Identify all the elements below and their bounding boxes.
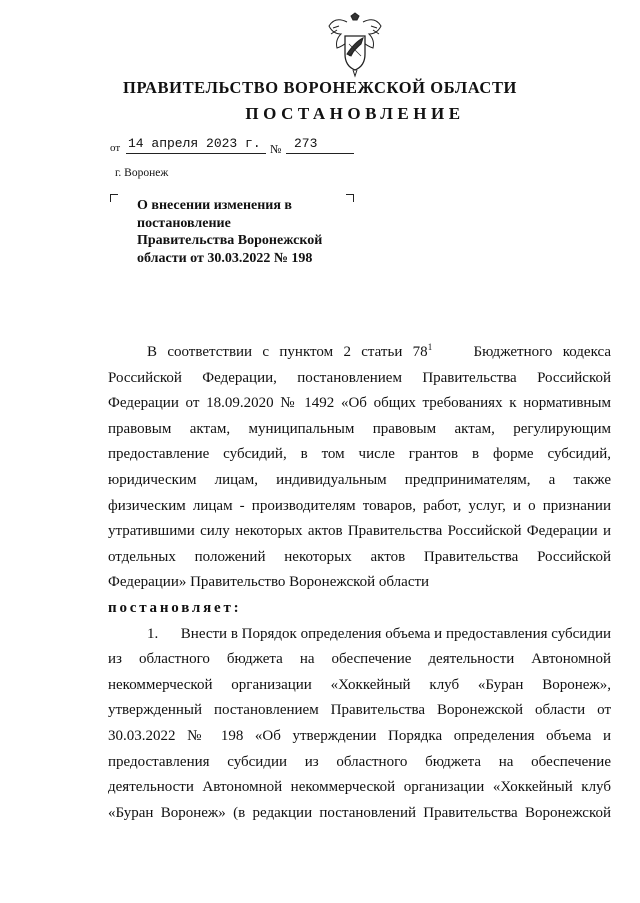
decree-word: постановляет:: [108, 599, 242, 616]
date-underline: [126, 153, 266, 154]
document-subject: [137, 197, 352, 267]
document-date: 14 апреля 2023 г.: [128, 136, 261, 151]
number-prefix: №: [270, 142, 282, 156]
subject-bracket-left: [110, 194, 118, 202]
subject-line: постановление: [137, 215, 231, 231]
document-number: 273: [294, 136, 318, 151]
government-name: ПРАВИТЕЛЬСТВО ВОРОНЕЖСКОЙ ОБЛАСТИ: [123, 78, 517, 97]
decree-paragraph: [108, 596, 611, 622]
subject-line: Правительства Воронежской: [137, 233, 323, 248]
number-underline: [286, 153, 354, 154]
document-body: [108, 340, 611, 826]
preamble-rest: Бюджетного кодекса Российской Федерации, постановлением Правительства Российской Федерации от 18.09.2020 № 1492 «Об общих требованиях к нормативным правовым актам, муниципальным правовым актам, регулирующим предоставление субсидий, в том числе грантов в форме субсидий, юридическим лицам, индивидуальным предпринимателям, а также физическим лицам - производителям товаров, работ, услуг, и о признании утратившими силу некоторых актов Правительства Российской Федерации и отдельных положений некоторых актов Правительства Российской Федерации» Правительство Воронежской области: [108, 344, 611, 591]
subject-line: области от 30.03.2022 № 198: [137, 250, 313, 266]
preamble-start: В соответствии с пунктом 2 статьи 78: [147, 344, 428, 360]
city-label: г. Воронеж: [115, 167, 169, 179]
date-number-row: [110, 136, 370, 156]
clause-number: 1.: [147, 625, 159, 642]
coat-of-arms-emblem: [325, 12, 385, 78]
document-type: ПОСТАНОВЛЕНИЕ: [245, 104, 465, 123]
clause-text: Внести в Порядок определения объема и предоставления субсидии из областного бюджета на обеспечение деятельности Автономной некоммерческой организации «Хоккейный клуб «Буран Воронеж», утвержденный постановлением Правительства Воронежской области от 30.03.2022 № 198 «Об утверждении Порядка определения объема и предоставления субсидии из областного бюджета на обеспечение деятельности Автономной некоммерческой организации «Хоккейный клуб «Буран Воронеж» (в редакции постановлений Правительства Воронежской: [108, 625, 612, 821]
date-prefix: от: [110, 142, 121, 154]
preamble-paragraph: [108, 340, 611, 596]
subject-line: О внесении изменения в: [137, 198, 292, 213]
clause-paragraph: [108, 622, 611, 827]
article-superscript: 1: [427, 342, 433, 352]
